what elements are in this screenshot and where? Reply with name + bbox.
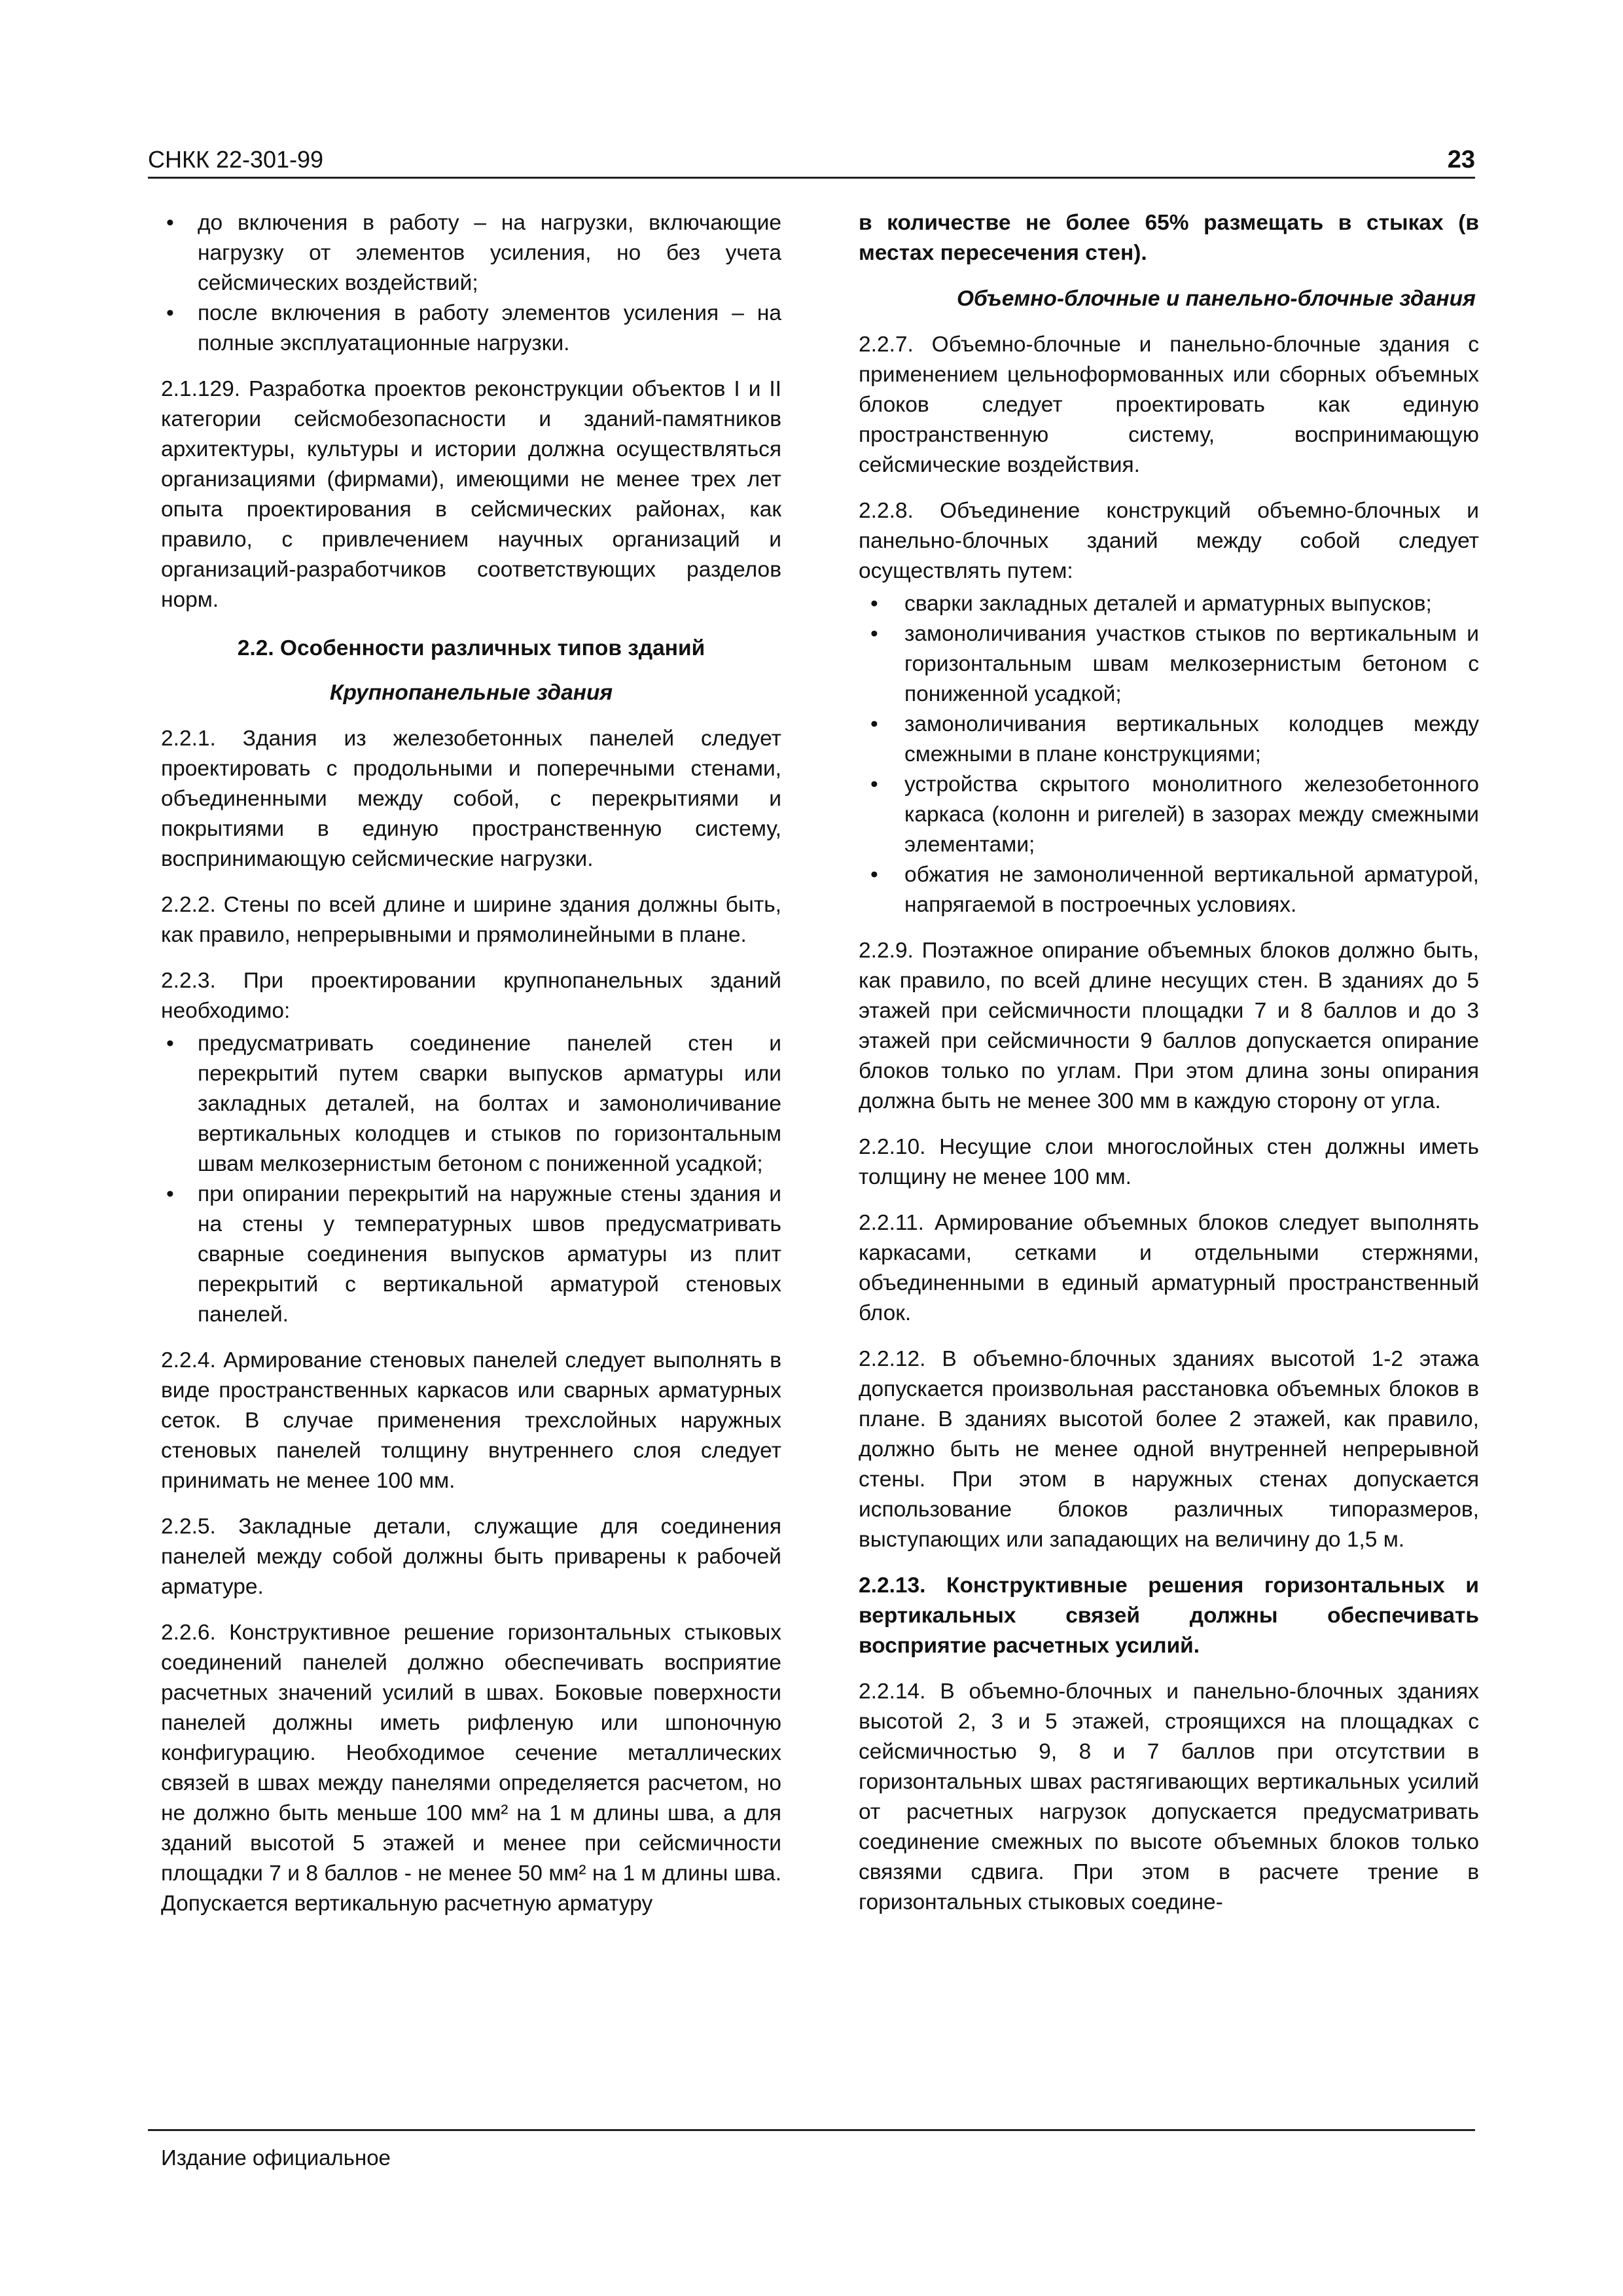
paragraph-2-2-5: 2.2.5. Закладные детали, служащие для соединения панелей между собой должны быть приварены к рабочей арматуре. [161, 1515, 781, 1599]
subsection-title-volume-block: Объемно-блочные и панельно-блочные здания [957, 287, 1476, 311]
bullet-list-top [161, 208, 781, 359]
bullet-icon: • [166, 211, 174, 235]
list-item: • предусматривать соединение панелей стен и перекрытий путем сварки выпусков арматуры или закладных деталей, на болтах и замоноличивание вертикальных колодцев и стыков по горизонтальным швам мелкозернистым бетоном с пониженной усадкой; [161, 1029, 781, 1179]
header-divider [148, 177, 1475, 179]
list-item: • до включения в работу – на нагрузки, включающие нагрузку от элементов усиления, но без учета сейсмических воздействий; [161, 208, 781, 298]
paragraph-2-2-6: 2.2.6. Конструктивное решение горизонтальных стыковых соединений панелей должно обеспечивать восприятие расчетных значений усилий в швах. Боковые поверхности панелей должны иметь рифленую или шпоночную конфигурацию. Необходимое сечение металлических связей в швах между панелями определяется расчетом, но не должно быть меньше 100 мм² на 1 м длины шва, а для зданий высотой 5 этажей и менее при сейсмичности площадки 7 и 8 баллов - не менее 50 мм² на 1 м длины шва. Допускается вертикальную расчетную арматуру [161, 1621, 781, 1916]
paragraph-2-2-7: 2.2.7. Объемно-блочные и панельно-блочные здания с применением цельноформованных или сборных объемных блоков следует проектировать как единую пространственную систему, воспринимающую сейсмические воздействия. [859, 332, 1479, 477]
bullet-icon: • [870, 592, 878, 616]
paragraph-2-2-3: 2.2.3. При проектировании крупнопанельных зданий необходимо: [161, 969, 781, 1023]
document-code: СНКК 22-301-99 [148, 146, 324, 173]
paragraph-2-2-14: 2.2.14. В объемно-блочных и панельно-блочных зданиях высотой 2, 3 и 5 этажей, строящихся на площадках с сейсмичностью 9, 8 и 7 баллов при отсутствии в горизонтальных швах растягивающих вертикальных усилий от расчетных нагрузок допускается предусматривать соединение смежных по высоте объемных блоков только связями сдвига. При этом в расчете трение в горизонтальных стыковых соедине- [859, 1679, 1479, 1914]
list-item: • обжатия не замоноличенной вертикальной арматурой, напрягаемой в построечных условиях. [859, 860, 1479, 920]
paragraph-2-2-2: 2.2.2. Стены по всей длине и ширине здания должны быть, как правило, непрерывными и прямолинейными в плане. [161, 893, 781, 947]
list-item: • замоноличивания вертикальных колодцев между смежными в плане конструкциями; [859, 709, 1479, 770]
bullet-icon: • [166, 1182, 174, 1206]
paragraph-2-2-4: 2.2.4. Армирование стеновых панелей следует выполнять в виде пространственных каркасов или сварных арматурных сеток. В случае применения трехслойных наружных стеновых панелей толщину внутреннего слоя следует принимать не менее 100 мм. [161, 1348, 781, 1493]
paragraph-2-2-8: 2.2.8. Объединение конструкций объемно-блочных и панельно-блочных зданий между собой следует осуществлять путем: [859, 499, 1479, 583]
list-item: • устройства скрытого монолитного железобетонного каркаса (колонн и ригелей) в зазорах между смежными элементами; [859, 770, 1479, 860]
page-header [148, 141, 1475, 181]
bullet-list-2-2-8 [859, 589, 1479, 920]
list-item: • после включения в работу элементов усиления – на полные эксплуатационные нагрузки. [161, 298, 781, 359]
bullet-icon: • [870, 712, 878, 736]
paragraph-continued: в количестве не более 65% размещать в стыках (в местах пересечения стен). [859, 211, 1479, 265]
list-item: • замоноличивания участков стыков по вертикальным и горизонтальным швам мелкозернистым бетоном с пониженной усадкой; [859, 619, 1479, 709]
paragraph-2-2-10: 2.2.10. Несущие слои многослойных стен должны иметь толщину не менее 100 мм. [859, 1135, 1479, 1189]
list-item: • при опирании перекрытий на наружные стены здания и на стены у температурных швов предусматривать сварные соединения выпусков арматуры из плит перекрытий с вертикальной арматурой стеновых панелей. [161, 1179, 781, 1330]
paragraph-2-2-12: 2.2.12. В объемно-блочных зданиях высотой 1-2 этажа допускается произвольная расстановка объемных блоков в плане. В зданиях высотой более 2 этажей, как правило, должно быть не менее одной внутренней непрерывной стены. При этом в наружных стенах допускается использование блоков различных типоразмеров, выступающих или западающих на величину до 1,5 м. [859, 1347, 1479, 1552]
page-number: 23 [1447, 146, 1475, 173]
paragraph-2-1-129: 2.1.129. Разработка проектов реконструкции объектов I и II категории сейсмобезопасности и зданий-памятников архитектуры, культуры и истории должна осуществляться организациями (фирмами), имеющими не менее трех лет опыта проектирования в сейсмических районах, как правило, с привлечением научных организаций и организаций-разработчиков соответствующих разделов норм. [161, 377, 781, 612]
bullet-icon: • [166, 301, 174, 325]
section-title: 2.2. Особенности различных типов зданий [237, 636, 705, 660]
bullet-icon: • [166, 1031, 174, 1056]
footer-note: Издание официальное [161, 2145, 391, 2170]
bullet-icon: • [870, 622, 878, 646]
paragraph-2-2-1: 2.2.1. Здания из железобетонных панелей следует проектировать с продольными и поперечными стенами, объединенными между собой, с перекрытиями и покрытиями в единую пространственную систему, воспринимающую сейсмические нагрузки. [161, 726, 781, 871]
footer-divider [148, 2129, 1475, 2131]
paragraph-2-2-13: 2.2.13. Конструктивные решения горизонтальных и вертикальных связей должны обеспечивать восприятие расчетных усилий. [859, 1573, 1479, 1658]
bullet-list-2-2-3 [161, 1029, 781, 1330]
bullet-icon: • [870, 772, 878, 797]
bullet-icon: • [870, 863, 878, 887]
paragraph-2-2-11: 2.2.11. Армирование объемных блоков следует выполнять каркасами, сетками и отдельными стержнями, объединенными в единый арматурный пространственный блок. [859, 1211, 1479, 1325]
right-column [859, 208, 1479, 1933]
list-item: • сварки закладных деталей и арматурных выпусков; [859, 589, 1479, 619]
left-column [161, 208, 781, 1935]
subsection-title: Крупнопанельные здания [329, 681, 613, 705]
paragraph-2-2-9: 2.2.9. Поэтажное опирание объемных блоков должно быть, как правило, по всей длине несущих стен. В зданиях до 5 этажей при сейсмичности площадки 7 и 8 баллов и до 3 этажей при сейсмичности 9 баллов допускается опирание блоков только по углам. При этом длина зоны опирания должна быть не менее 300 мм в каждую сторону от угла. [859, 939, 1479, 1113]
